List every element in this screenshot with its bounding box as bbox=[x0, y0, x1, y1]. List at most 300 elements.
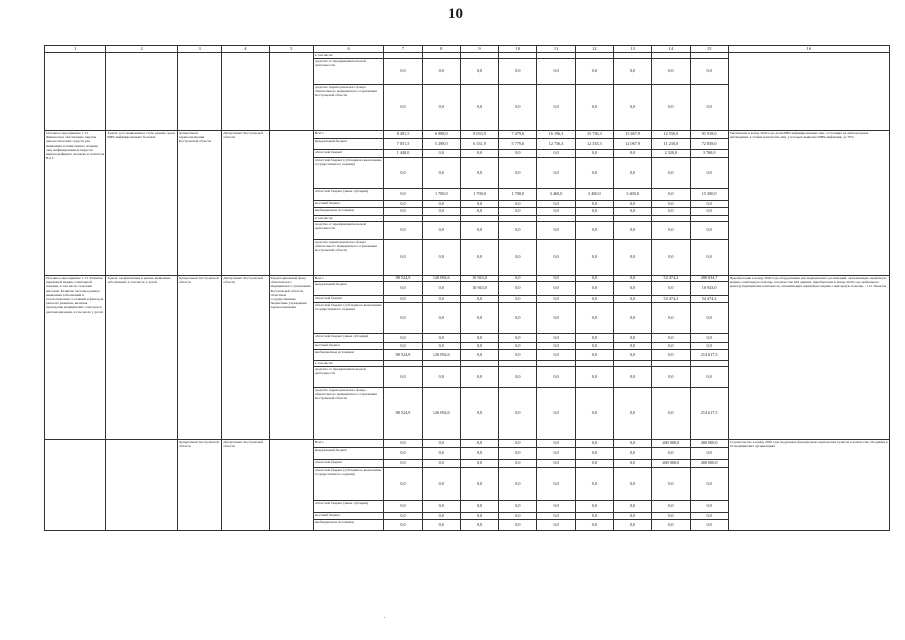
value-cell: 0,0 bbox=[460, 59, 498, 85]
value-cell: 0,0 bbox=[575, 501, 613, 513]
value-cell: 91 918,0 bbox=[690, 131, 728, 139]
value-cell: 1 440,0 bbox=[384, 150, 422, 158]
value-cell: 0,0 bbox=[690, 201, 728, 208]
table-row bbox=[45, 440, 890, 448]
value-cell: 0,0 bbox=[652, 350, 690, 361]
value-cell: 0,0 bbox=[652, 468, 690, 501]
value-cell: 0,0 bbox=[537, 222, 575, 240]
value-cell: 11 230,0 bbox=[652, 139, 690, 150]
value-cell: 0,0 bbox=[499, 85, 537, 131]
value-cell: 0,0 bbox=[384, 222, 422, 240]
value-cell: 0,0 bbox=[422, 501, 460, 513]
value-cell: 0,0 bbox=[575, 222, 613, 240]
value-cell: 0,0 bbox=[652, 208, 690, 216]
value-cell: 0,0 bbox=[460, 460, 498, 468]
value-cell: 6 988,0 bbox=[422, 131, 460, 139]
value-cell: 1 700,0 bbox=[422, 189, 460, 201]
value-cell: 3 460,0 bbox=[537, 189, 575, 201]
value-cell: 0,0 bbox=[575, 350, 613, 361]
m3-col5-cell bbox=[269, 440, 313, 531]
value-cell: 0,0 bbox=[499, 448, 537, 460]
budget-table bbox=[44, 45, 890, 531]
value-cell: 0,0 bbox=[422, 367, 460, 388]
source-label: средства от предпринимательской деятельности bbox=[313, 222, 384, 240]
value-cell: 54 474,2 bbox=[690, 296, 728, 303]
value-cell: 0,0 bbox=[384, 303, 422, 334]
value-cell: 0,0 bbox=[537, 59, 575, 85]
value-cell: 0,0 bbox=[652, 85, 690, 131]
value-cell: 0,0 bbox=[537, 282, 575, 296]
value-cell: 0,0 bbox=[652, 520, 690, 531]
value-cell: 214 617,5 bbox=[690, 388, 728, 440]
value-cell: 0,0 bbox=[499, 440, 537, 448]
m3-col4-cell: Департамент Костромской области bbox=[222, 440, 269, 531]
value-cell: 0,0 bbox=[422, 303, 460, 334]
value-cell: 0,0 bbox=[384, 440, 422, 448]
source-label: областной бюджет (иные субсидии) bbox=[313, 334, 384, 343]
value-cell: 0,0 bbox=[613, 468, 651, 501]
value-cell: 0,0 bbox=[384, 240, 422, 276]
value-cell: 88 524,9 bbox=[384, 388, 422, 440]
value-cell: 0,0 bbox=[690, 468, 728, 501]
value-cell: 0,0 bbox=[460, 343, 498, 350]
header-cell-16: 16 bbox=[728, 46, 889, 53]
value-cell: 0,0 bbox=[613, 59, 651, 85]
value-cell: 126 092,6 bbox=[422, 350, 460, 361]
value-cell: 126 092,6 bbox=[422, 388, 460, 440]
value-cell: 0,0 bbox=[613, 296, 651, 303]
value-cell: 0,0 bbox=[613, 367, 651, 388]
m3-col2-cell bbox=[106, 440, 178, 531]
value-cell: 0,0 bbox=[384, 501, 422, 513]
value-cell: 0,0 bbox=[652, 240, 690, 276]
value-cell: 0,0 bbox=[422, 208, 460, 216]
value-cell: 0,0 bbox=[575, 303, 613, 334]
header-cell-2: 2 bbox=[106, 46, 178, 53]
value-cell: 0,0 bbox=[499, 334, 537, 343]
value-cell: 3 400,0 bbox=[613, 189, 651, 201]
value-cell: 0,0 bbox=[460, 520, 498, 531]
value-cell: 0,0 bbox=[537, 208, 575, 216]
value-cell: 0,0 bbox=[537, 296, 575, 303]
value-cell: 0,0 bbox=[499, 59, 537, 85]
value-cell: 400 000,0 bbox=[652, 460, 690, 468]
source-label: средства от предпринимательской деятельности bbox=[313, 367, 384, 388]
header-cell-14: 14 bbox=[652, 46, 690, 53]
value-cell: 5 779,6 bbox=[499, 139, 537, 150]
value-cell: 0,0 bbox=[422, 158, 460, 189]
value-cell: 0,0 bbox=[499, 240, 537, 276]
value-cell: 0,0 bbox=[652, 282, 690, 296]
value-cell: 0,0 bbox=[575, 158, 613, 189]
value-cell: 0,0 bbox=[537, 334, 575, 343]
value-cell: 0,0 bbox=[690, 520, 728, 531]
value-cell: 0,0 bbox=[613, 440, 651, 448]
value-cell: 0,0 bbox=[460, 448, 498, 460]
value-cell: 5 288,0 bbox=[422, 139, 460, 150]
value-cell: 0,0 bbox=[690, 343, 728, 350]
value-cell: 0,0 bbox=[499, 208, 537, 216]
value-cell: 0,0 bbox=[613, 448, 651, 460]
value-cell: 0,0 bbox=[690, 367, 728, 388]
value-cell: 0,0 bbox=[422, 150, 460, 158]
source-label: Всего bbox=[313, 276, 384, 282]
value-cell: 0,0 bbox=[384, 296, 422, 303]
value-cell: 0,0 bbox=[499, 513, 537, 520]
value-cell: 0,0 bbox=[422, 59, 460, 85]
value-cell: 0,0 bbox=[575, 513, 613, 520]
source-label: федеральный бюджет bbox=[313, 282, 384, 296]
value-cell: 0,0 bbox=[613, 85, 651, 131]
value-cell: 12 736,3 bbox=[537, 139, 575, 150]
value-cell: 0,0 bbox=[575, 59, 613, 85]
value-cell: 0,0 bbox=[460, 150, 498, 158]
m2-col1-cell: Основное мероприятие 1.13. Развитие первичной медико-санитарной помощи, в том числе сельским жителям. Развитие системы раннего выявления заболеваний и патологических состояний и факторов риска их развития, включая проведение медицинских осмотров и диспансеризации, в том числе у детей bbox=[45, 276, 106, 440]
value-cell: 0,0 bbox=[499, 150, 537, 158]
value-cell: 0,0 bbox=[613, 240, 651, 276]
value-cell: 0,0 bbox=[499, 350, 537, 361]
value-cell: 0,0 bbox=[613, 334, 651, 343]
value-cell: 0,0 bbox=[422, 513, 460, 520]
value-cell: 0,0 bbox=[499, 222, 537, 240]
value-cell: 0,0 bbox=[575, 367, 613, 388]
source-label: в том числе: bbox=[313, 361, 384, 367]
header-cell-3: 3 bbox=[177, 46, 221, 53]
value-cell: 0,0 bbox=[460, 468, 498, 501]
value-cell: 0,0 bbox=[690, 158, 728, 189]
value-cell: 0,0 bbox=[537, 513, 575, 520]
value-cell: 0,0 bbox=[613, 350, 651, 361]
value-cell: 0,0 bbox=[537, 343, 575, 350]
value-cell: 0,0 bbox=[652, 303, 690, 334]
value-cell: 0,0 bbox=[575, 468, 613, 501]
source-label: внебюджетные источники bbox=[313, 350, 384, 361]
value-cell: 0,0 bbox=[422, 201, 460, 208]
value-cell: 0,0 bbox=[652, 501, 690, 513]
m2-col2-cell: Задача: профилактика и раннее выявление заболеваний, в том числе у детей bbox=[106, 276, 178, 440]
value-cell: 0,0 bbox=[499, 468, 537, 501]
header-cell-13: 13 bbox=[613, 46, 651, 53]
value-cell: 0,0 bbox=[537, 150, 575, 158]
value-cell: 0,0 bbox=[575, 85, 613, 131]
value-cell: 400 000,0 bbox=[652, 440, 690, 448]
value-cell: 0,0 bbox=[499, 303, 537, 334]
cont-col4-cell bbox=[222, 53, 269, 131]
source-label: Всего bbox=[313, 131, 384, 139]
value-cell: 3 400,0 bbox=[575, 189, 613, 201]
value-cell: 0,0 bbox=[384, 59, 422, 85]
value-cell: 0,0 bbox=[652, 343, 690, 350]
value-cell: 0,0 bbox=[613, 460, 651, 468]
source-label: средства территориального фонда обязательного медицинского страхования Костромской области bbox=[313, 85, 384, 131]
value-cell: 0,0 bbox=[613, 158, 651, 189]
value-cell: 0,0 bbox=[690, 85, 728, 131]
value-cell: 10 943,0 bbox=[690, 282, 728, 296]
value-cell: 0,0 bbox=[422, 343, 460, 350]
table-row bbox=[45, 131, 890, 139]
value-cell: 0,0 bbox=[460, 85, 498, 131]
value-cell: 0,0 bbox=[422, 520, 460, 531]
value-cell: 0,0 bbox=[460, 334, 498, 343]
value-cell: 0,0 bbox=[460, 388, 498, 440]
value-cell: 15 300,0 bbox=[690, 189, 728, 201]
source-label: Всего bbox=[313, 440, 384, 448]
source-label: местный бюджет bbox=[313, 343, 384, 350]
value-cell: 0,0 bbox=[613, 303, 651, 334]
value-cell: 0,0 bbox=[422, 222, 460, 240]
value-cell: 0,0 bbox=[690, 334, 728, 343]
value-cell: 88 524,9 bbox=[384, 276, 422, 282]
value-cell: 0,0 bbox=[690, 513, 728, 520]
source-label: федеральный бюджет bbox=[313, 448, 384, 460]
m3-col1-cell bbox=[45, 440, 106, 531]
value-cell: 0,0 bbox=[652, 222, 690, 240]
value-cell: 0,0 bbox=[460, 158, 498, 189]
value-cell: 0,0 bbox=[613, 520, 651, 531]
value-cell: 15 736,3 bbox=[575, 131, 613, 139]
value-cell: 0,0 bbox=[613, 343, 651, 350]
value-cell: 0,0 bbox=[690, 59, 728, 85]
header-cell-1: 1 bbox=[45, 46, 106, 53]
page-number: 10 bbox=[448, 6, 463, 22]
value-cell: 0,0 bbox=[499, 460, 537, 468]
value-cell: 0,0 bbox=[537, 468, 575, 501]
value-cell: 0,0 bbox=[652, 334, 690, 343]
value-cell: 2 320,0 bbox=[652, 150, 690, 158]
value-cell: 214 617,5 bbox=[690, 350, 728, 361]
value-cell: 0,0 bbox=[384, 189, 422, 201]
header-row bbox=[45, 46, 890, 53]
value-cell: 0,0 bbox=[690, 222, 728, 240]
value-cell: 0,0 bbox=[384, 448, 422, 460]
value-cell: 0,0 bbox=[575, 440, 613, 448]
value-cell: 3 760,0 bbox=[690, 150, 728, 158]
value-cell: 0,0 bbox=[384, 334, 422, 343]
value-cell: 0,0 bbox=[537, 501, 575, 513]
value-cell: 0,0 bbox=[384, 367, 422, 388]
source-label: областной бюджет bbox=[313, 460, 384, 468]
value-cell: 12 067,9 bbox=[613, 139, 651, 150]
value-cell: 0,0 bbox=[537, 350, 575, 361]
value-cell: 0,0 bbox=[575, 334, 613, 343]
source-label: в том числе: bbox=[313, 216, 384, 222]
value-cell: 0,0 bbox=[537, 520, 575, 531]
header-cell-4: 4 bbox=[222, 46, 269, 53]
value-cell: 0,0 bbox=[652, 513, 690, 520]
m1-col5-cell bbox=[269, 131, 313, 276]
value-cell: 7 479,6 bbox=[499, 131, 537, 139]
source-label: областной бюджет (субсидии на выполнение государственного задания) bbox=[313, 468, 384, 501]
value-cell: 0,0 bbox=[613, 501, 651, 513]
header-cell-9: 9 bbox=[460, 46, 498, 53]
m1-col1-cell: Основное мероприятие 1.13. Финансовое обеспечение закупок диагностических средств для выявления и мониторинга лечения лиц, инфицированных вирусом иммунодефицита человека и гепатитов В и С bbox=[45, 131, 106, 276]
value-cell: 1 700,0 bbox=[499, 189, 537, 201]
value-cell: 0,0 bbox=[384, 520, 422, 531]
value-cell: 0,0 bbox=[460, 367, 498, 388]
header-cell-15: 15 bbox=[690, 46, 728, 53]
value-cell: 0,0 bbox=[537, 440, 575, 448]
source-label: внебюджетные источники bbox=[313, 520, 384, 531]
source-label: областной бюджет (субсидии на выполнение государственного задания) bbox=[313, 158, 384, 189]
value-cell: 0,0 bbox=[652, 367, 690, 388]
value-cell: 0,0 bbox=[652, 388, 690, 440]
value-cell: 0,0 bbox=[422, 468, 460, 501]
value-cell: 0,0 bbox=[652, 59, 690, 85]
value-cell: 72 858,0 bbox=[690, 139, 728, 150]
value-cell: 0,0 bbox=[422, 460, 460, 468]
value-cell: 0,0 bbox=[613, 388, 651, 440]
value-cell: 0,0 bbox=[537, 276, 575, 282]
value-cell: 6 331,9 bbox=[460, 139, 498, 150]
value-cell: 0,0 bbox=[422, 334, 460, 343]
value-cell: 0,0 bbox=[575, 201, 613, 208]
value-cell: 0,0 bbox=[460, 201, 498, 208]
value-cell: 0,0 bbox=[537, 448, 575, 460]
value-cell: 0,0 bbox=[575, 460, 613, 468]
value-cell: 0,0 bbox=[537, 158, 575, 189]
value-cell: 0,0 bbox=[575, 282, 613, 296]
value-cell: 8 033,9 bbox=[460, 131, 498, 139]
source-label: местный бюджет bbox=[313, 513, 384, 520]
value-cell: 0,0 bbox=[537, 240, 575, 276]
value-cell: 0,0 bbox=[460, 513, 498, 520]
m1-result-cell: Увеличение к концу 2020 года доли ВИЧ-инфицированных лиц, состоящих на диспансерном наблюдении, в общем количестве лиц, у которых выявлена ВИЧ-инфекция, до 78% bbox=[728, 131, 889, 276]
value-cell: 0,0 bbox=[613, 282, 651, 296]
value-cell: 0,0 bbox=[613, 276, 651, 282]
value-cell: 8 491,5 bbox=[384, 131, 422, 139]
header-cell-11: 11 bbox=[537, 46, 575, 53]
value-cell: 0,0 bbox=[460, 440, 498, 448]
header-cell-12: 12 bbox=[575, 46, 613, 53]
source-label: областной бюджет bbox=[313, 296, 384, 303]
value-cell: 0,0 bbox=[652, 201, 690, 208]
source-label: областной бюджет (субсидии на выполнение государственного задания) bbox=[313, 303, 384, 334]
value-cell: 0,0 bbox=[690, 303, 728, 334]
value-cell: 0,0 bbox=[384, 282, 422, 296]
value-cell: 0,0 bbox=[384, 201, 422, 208]
source-label: в том числе: bbox=[313, 53, 384, 59]
value-cell: 0,0 bbox=[537, 367, 575, 388]
value-cell: 0,0 bbox=[537, 201, 575, 208]
value-cell: 7 051,5 bbox=[384, 139, 422, 150]
value-cell: 0,0 bbox=[384, 85, 422, 131]
value-cell: 0,0 bbox=[499, 276, 537, 282]
m3-col3-cell: Департамент Костромской области bbox=[177, 440, 221, 531]
value-cell: 0,0 bbox=[613, 222, 651, 240]
m1-col3-cell: Департамент здравоохранения Костромской области bbox=[177, 131, 221, 276]
value-cell: 0,0 bbox=[613, 513, 651, 520]
value-cell: 0,0 bbox=[575, 240, 613, 276]
value-cell: 0,0 bbox=[575, 296, 613, 303]
value-cell: 0,0 bbox=[613, 208, 651, 216]
source-label: средства от предпринимательской деятельности bbox=[313, 59, 384, 85]
value-cell: 0,0 bbox=[499, 343, 537, 350]
source-label: местный бюджет bbox=[313, 201, 384, 208]
cont-col5-cell bbox=[269, 53, 313, 131]
value-cell: 0,0 bbox=[460, 240, 498, 276]
value-cell: 0,0 bbox=[499, 501, 537, 513]
m2-col4-cell: Департамент Костромской области bbox=[222, 276, 269, 440]
value-cell: 0,0 bbox=[422, 240, 460, 276]
header-cell-8: 8 bbox=[422, 46, 460, 53]
header-cell-6: 6 bbox=[313, 46, 384, 53]
source-label: областной бюджет (иные субсидии) bbox=[313, 189, 384, 201]
value-cell: 0,0 bbox=[575, 343, 613, 350]
value-cell: 0,0 bbox=[613, 150, 651, 158]
value-cell: 54 474,2 bbox=[652, 276, 690, 282]
value-cell: 10 943,0 bbox=[460, 276, 498, 282]
value-cell: 0,0 bbox=[499, 282, 537, 296]
value-cell: 0,0 bbox=[690, 208, 728, 216]
cont-col3-cell bbox=[177, 53, 221, 131]
value-cell: 0,0 bbox=[613, 201, 651, 208]
scan-mark: . bbox=[384, 614, 386, 620]
cont-result-cell bbox=[728, 53, 889, 131]
value-cell: 0,0 bbox=[384, 158, 422, 189]
value-cell: 0,0 bbox=[460, 208, 498, 216]
m2-result-cell: Приобретение к концу 2020 года оборудования для медицинских организаций, оказывающих первичную медико-санитарную помощь, в количестве 643 единиц; приобретение к концу 2020 года мобильного (выезд) медицинских комплексов, оказывающих первичную медико-санитарную помощь, - 112 объектов bbox=[728, 276, 889, 440]
value-cell: 0,0 bbox=[575, 150, 613, 158]
value-cell: 0,0 bbox=[499, 367, 537, 388]
value-cell: 0,0 bbox=[537, 85, 575, 131]
value-cell: 0,0 bbox=[460, 350, 498, 361]
value-cell: 0,0 bbox=[460, 303, 498, 334]
value-cell: 0,0 bbox=[422, 85, 460, 131]
value-cell: 0,0 bbox=[460, 222, 498, 240]
value-cell: 0,0 bbox=[499, 158, 537, 189]
value-cell: 15 467,9 bbox=[613, 131, 651, 139]
value-cell: 0,0 bbox=[384, 343, 422, 350]
value-cell: 12 335,3 bbox=[575, 139, 613, 150]
value-cell: 0,0 bbox=[384, 208, 422, 216]
value-cell: 0,0 bbox=[537, 388, 575, 440]
value-cell: 12 550,0 bbox=[652, 131, 690, 139]
value-cell: 0,0 bbox=[575, 276, 613, 282]
source-label: средства территориального фонда обязательного медицинского страхования Костромской области bbox=[313, 240, 384, 276]
value-cell: 0,0 bbox=[384, 460, 422, 468]
m2-col3-cell: Департамент Костромской области bbox=[177, 276, 221, 440]
cont-col1-cell bbox=[45, 53, 106, 131]
value-cell: 126 092,6 bbox=[422, 276, 460, 282]
value-cell: 0,0 bbox=[384, 513, 422, 520]
source-label: внебюджетные источники bbox=[313, 208, 384, 216]
cont-col2-cell bbox=[106, 53, 178, 131]
value-cell: 0,0 bbox=[690, 448, 728, 460]
header-cell-5: 5 bbox=[269, 46, 313, 53]
value-cell: 0,0 bbox=[499, 201, 537, 208]
header-cell-10: 10 bbox=[499, 46, 537, 53]
value-cell: 0,0 bbox=[690, 240, 728, 276]
source-label: областной бюджет bbox=[313, 150, 384, 158]
value-cell: 16 196,3 bbox=[537, 131, 575, 139]
value-cell: 0,0 bbox=[575, 448, 613, 460]
source-label: средства территориального фонда обязательного медицинского страхования Костромской области bbox=[313, 388, 384, 440]
source-label: областной бюджет (иные субсидии) bbox=[313, 501, 384, 513]
value-cell: 0,0 bbox=[499, 296, 537, 303]
value-cell: 10 943,0 bbox=[460, 282, 498, 296]
m1-col4-cell: Департамент Костромской области bbox=[222, 131, 269, 276]
value-cell: 0,0 bbox=[422, 296, 460, 303]
value-cell: 0,0 bbox=[575, 208, 613, 216]
value-cell: 54 474,2 bbox=[652, 296, 690, 303]
value-cell: 0,0 bbox=[384, 468, 422, 501]
value-cell: 400 000,0 bbox=[690, 440, 728, 448]
value-cell: 0,0 bbox=[575, 388, 613, 440]
value-cell: 0,0 bbox=[499, 520, 537, 531]
value-cell: 0,0 bbox=[422, 448, 460, 460]
value-cell: 280 034,7 bbox=[690, 276, 728, 282]
value-cell: 0,0 bbox=[575, 520, 613, 531]
